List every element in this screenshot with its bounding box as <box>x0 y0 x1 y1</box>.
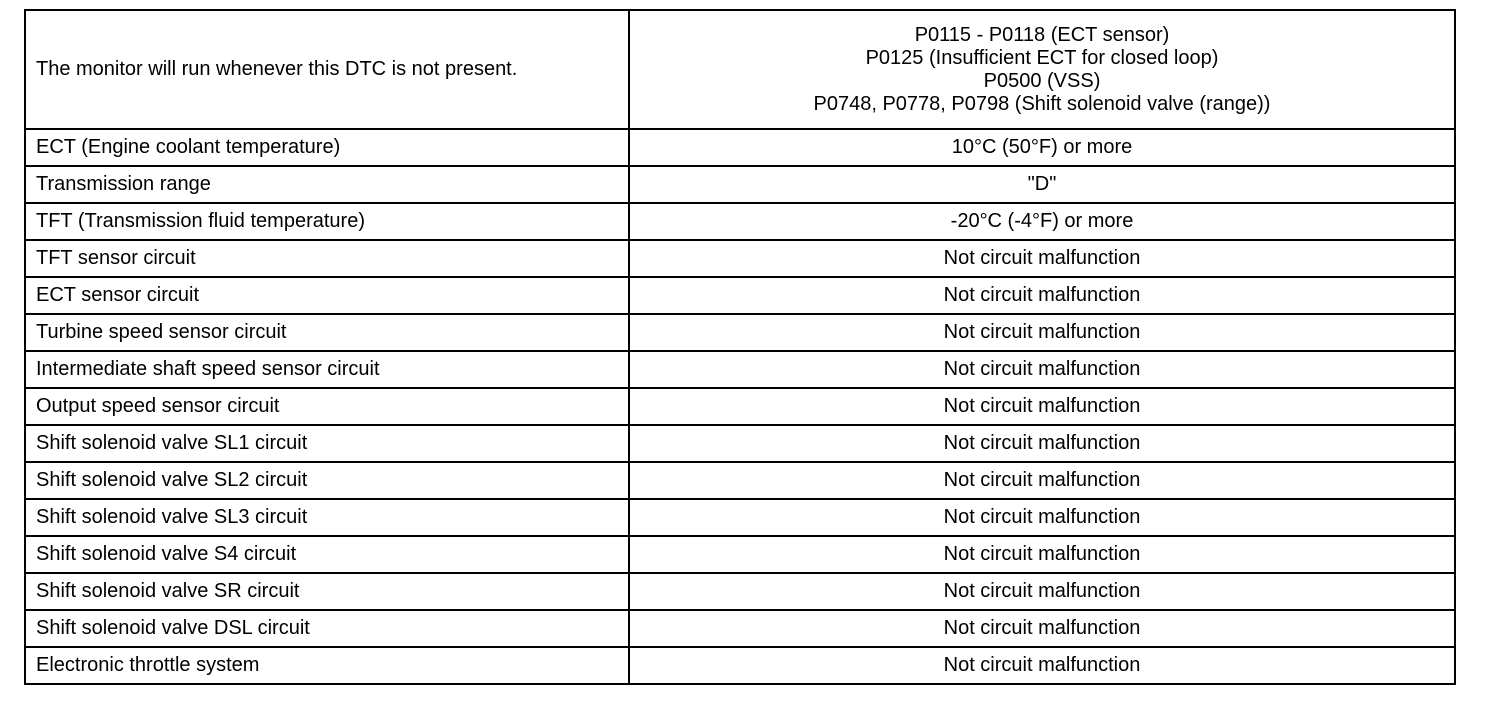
row-label: Electronic throttle system <box>25 647 629 684</box>
table-row-dtc-not-present <box>25 10 1455 129</box>
row-label: Intermediate shaft speed sensor circuit <box>25 351 629 388</box>
row-value: Not circuit malfunction <box>629 351 1455 388</box>
row-label: TFT sensor circuit <box>25 240 629 277</box>
dtc-line: P0115 - P0118 (ECT sensor) <box>914 23 1170 46</box>
row-value: Not circuit malfunction <box>629 277 1455 314</box>
table-row <box>25 240 1455 277</box>
dtc-line: P0125 (Insufficient ECT for closed loop) <box>865 46 1219 69</box>
monitor-conditions-table <box>24 9 1456 685</box>
row-label: Output speed sensor circuit <box>25 388 629 425</box>
row-value: Not circuit malfunction <box>629 462 1455 499</box>
row-label: Turbine speed sensor circuit <box>25 314 629 351</box>
table-row <box>25 462 1455 499</box>
row-value: Not circuit malfunction <box>629 388 1455 425</box>
row-value: Not circuit malfunction <box>629 499 1455 536</box>
table-row <box>25 277 1455 314</box>
row-value: -20°C (-4°F) or more <box>629 203 1455 240</box>
row-label: The monitor will run whenever this DTC is not present. <box>25 10 629 129</box>
row-label: ECT sensor circuit <box>25 277 629 314</box>
row-label: Shift solenoid valve SR circuit <box>25 573 629 610</box>
table-row <box>25 203 1455 240</box>
table-row <box>25 166 1455 203</box>
row-value: "D" <box>629 166 1455 203</box>
row-value: Not circuit malfunction <box>629 240 1455 277</box>
row-label: Shift solenoid valve SL2 circuit <box>25 462 629 499</box>
row-value: Not circuit malfunction <box>629 314 1455 351</box>
table-row <box>25 647 1455 684</box>
table-row <box>25 573 1455 610</box>
table-row <box>25 388 1455 425</box>
row-label: Shift solenoid valve DSL circuit <box>25 610 629 647</box>
row-label: Shift solenoid valve SL3 circuit <box>25 499 629 536</box>
dtc-line: P0500 (VSS) <box>983 69 1101 92</box>
row-value: Not circuit malfunction <box>629 610 1455 647</box>
table-row <box>25 129 1455 166</box>
table-row <box>25 536 1455 573</box>
row-value: Not circuit malfunction <box>629 536 1455 573</box>
table-row <box>25 610 1455 647</box>
row-label: ECT (Engine coolant temperature) <box>25 129 629 166</box>
table-row <box>25 351 1455 388</box>
row-label: Shift solenoid valve SL1 circuit <box>25 425 629 462</box>
dtc-list-cell <box>629 10 1455 129</box>
row-value: Not circuit malfunction <box>629 425 1455 462</box>
dtc-line: P0748, P0778, P0798 (Shift solenoid valve (range)) <box>813 92 1271 115</box>
table-row <box>25 499 1455 536</box>
row-value: Not circuit malfunction <box>629 573 1455 610</box>
row-label: Transmission range <box>25 166 629 203</box>
row-label: TFT (Transmission fluid temperature) <box>25 203 629 240</box>
row-label: Shift solenoid valve S4 circuit <box>25 536 629 573</box>
row-value: 10°C (50°F) or more <box>629 129 1455 166</box>
table-row <box>25 314 1455 351</box>
row-value: Not circuit malfunction <box>629 647 1455 684</box>
table-row <box>25 425 1455 462</box>
